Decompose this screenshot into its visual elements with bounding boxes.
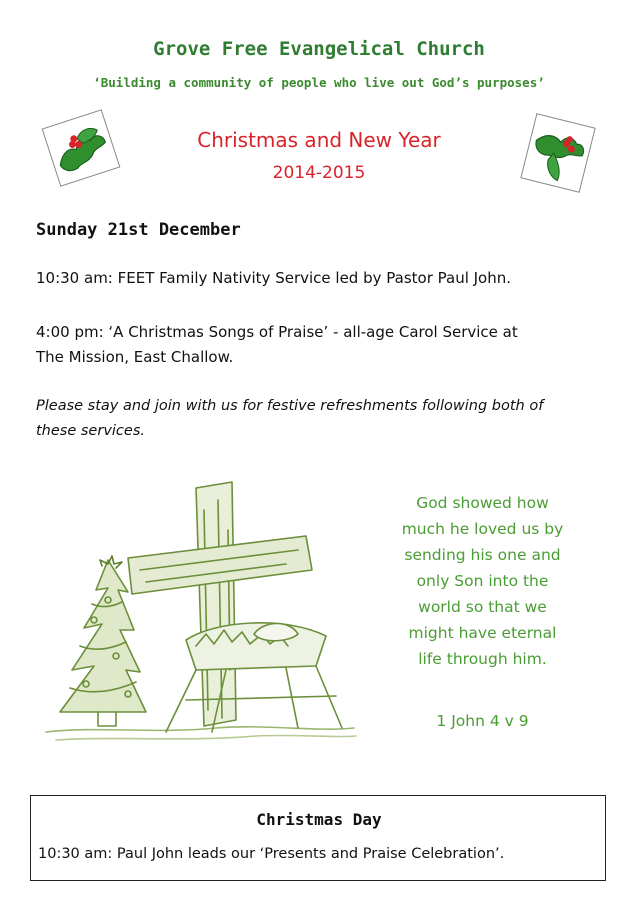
verse-reference: 1 John 4 v 9 xyxy=(436,712,529,730)
sunday-heading: Sunday 21st December xyxy=(36,220,241,240)
christmas-day-service: 10:30 am: Paul John leads our ‘Presents and Praise Celebration’. xyxy=(38,846,505,862)
nativity-illustration xyxy=(36,470,366,764)
verse-line: might have eternal xyxy=(408,624,557,642)
verse-line: much he loved us by xyxy=(401,520,564,538)
verse-line: world so that we xyxy=(418,598,547,616)
verse-line: sending his one and xyxy=(404,546,561,564)
page-title: Christmas and New Year xyxy=(197,128,441,152)
refreshments-note-b: these services. xyxy=(36,423,145,439)
service-line-1: 10:30 am: FEET Family Nativity Service led by Pastor Paul John. xyxy=(36,269,512,287)
bible-verse xyxy=(380,490,585,672)
christmas-day-box xyxy=(30,795,606,881)
refreshments-note-a: Please stay and join with us for festive refreshments following both of xyxy=(36,398,544,414)
refreshments-note xyxy=(36,394,606,444)
verse-line: God showed how xyxy=(416,494,549,512)
verse-line: life through him. xyxy=(418,650,547,668)
service-line-2a: 4:00 pm: ‘A Christmas Songs of Praise’ - all-age Carol Service at xyxy=(36,323,518,341)
christmas-day-title: Christmas Day xyxy=(256,810,382,829)
church-tagline: ‘Building a community of people who live out God’s purposes’ xyxy=(93,75,545,90)
church-name: Grove Free Evangelical Church xyxy=(153,38,485,60)
holly-icon xyxy=(520,112,596,198)
service-line-2 xyxy=(36,320,606,370)
verse-line: only Son into the xyxy=(416,572,549,590)
page-years: 2014-2015 xyxy=(272,163,366,183)
service-line-2b: The Mission, East Challow. xyxy=(36,348,234,366)
